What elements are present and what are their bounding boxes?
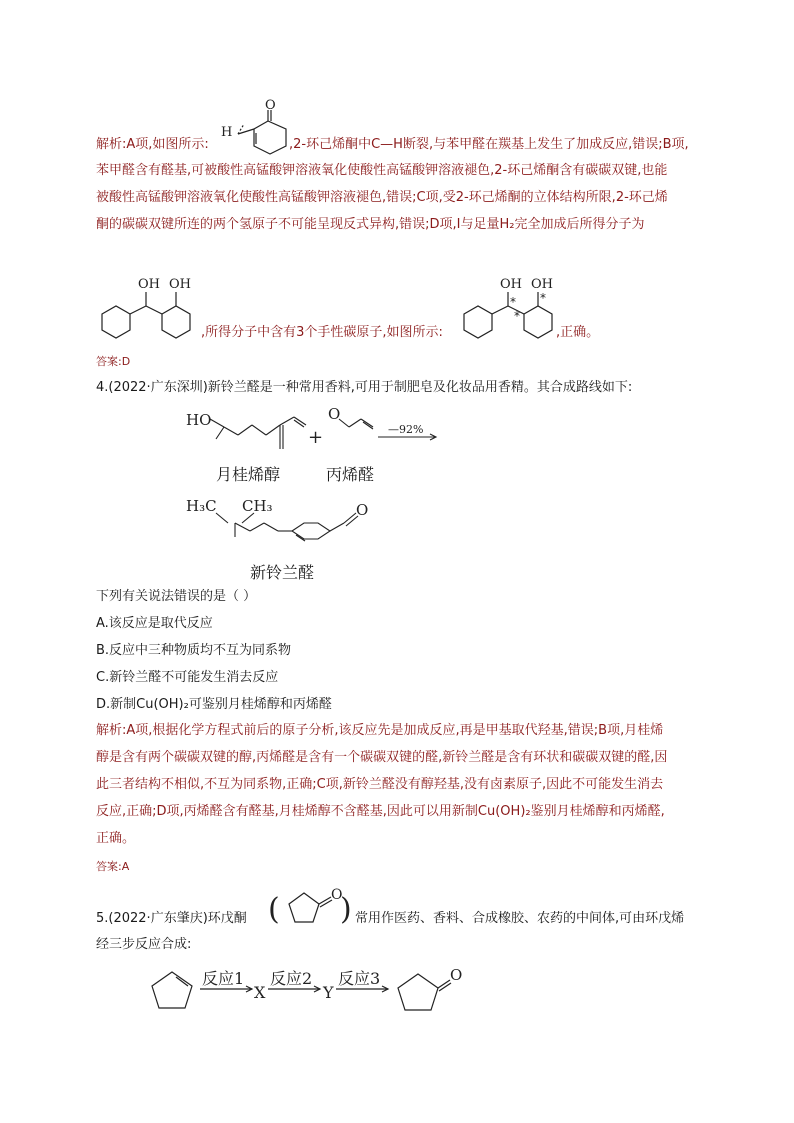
q3-analysis-line-5b: ,正确。 — [556, 325, 600, 340]
chiral-star-3: * — [514, 309, 520, 323]
q3-analysis-line-1a: 解析:A项,如图所示: — [96, 137, 209, 152]
product-o-label: O — [450, 966, 463, 984]
q5-reaction-scheme — [148, 962, 478, 1022]
chiral-star-2: * — [540, 291, 546, 305]
product-structure — [94, 270, 204, 350]
yield-label: —92% — [388, 423, 424, 436]
q3-analysis-line-2: 苯甲醛含有醛基,可被酸性高锰酸钾溶液氧化使酸性高锰酸钾溶液褪色,2-环己烯酮含有碳碳双键,也能 — [96, 163, 668, 178]
lyral-name: 新铃兰醛 — [250, 563, 315, 582]
q4-analysis-line-3: 此三者结构不相似,不互为同系物,正确;C项,新铃兰醛没有醇羟基,没有卤素原子,因此不可能发生消去 — [96, 777, 664, 792]
q5-stem-c: 经三步反应合成: — [96, 937, 192, 952]
h-atom-label: H — [221, 125, 233, 140]
q4-option-a[interactable]: A.该反应是取代反应 — [96, 616, 213, 631]
oh-label-4: OH — [531, 277, 553, 292]
plus-sign: + — [308, 427, 324, 448]
q4-analysis-line-1: 解析:A项,根据化学方程式前后的原子分析,该反应先是加成反应,再是甲基取代羟基,错误;B项,月桂烯 — [96, 723, 664, 738]
q4-option-b[interactable]: B.反应中三种物质均不互为同系物 — [96, 643, 292, 658]
q4-analysis-line-4: 反应,正确;D项,丙烯醛含有醛基,月桂烯醇不含醛基,因此可以用新制Cu(OH)₂鉴别月桂烯醇和丙烯醛, — [96, 804, 665, 819]
oh-label-1: OH — [138, 277, 160, 292]
myrcenol-name: 月桂烯醇 — [216, 465, 281, 484]
paren-left: ( — [268, 892, 280, 927]
q3-analysis-line-3: 被酸性高锰酸钾溶液氧化使酸性高锰酸钾溶液褪色,错误;C项,受2-环己烯酮的立体结构所限,2-环己烯 — [96, 190, 668, 205]
q4-option-d[interactable]: D.新制Cu(OH)₂可鉴别月桂烯醇和丙烯醛 — [96, 697, 332, 712]
q5-stem-b: 常用作医药、香料、合成橡胶、农药的中间体,可由环戊烯 — [355, 911, 685, 926]
q4-option-c[interactable]: C.新铃兰醛不可能发生消去反应 — [96, 670, 279, 685]
q4-stem: 4.(2022·广东深圳)新铃兰醛是一种常用香料,可用于制肥皂及化妆品用香精。其合成路线如下: — [96, 380, 633, 395]
cyclopentanone-o-label: O — [331, 887, 343, 903]
o-atom-label: O — [265, 98, 276, 113]
q3-answer: 答案:D — [96, 355, 131, 368]
q4-answer: 答案:A — [96, 860, 130, 873]
cyclopentanone-inline — [268, 885, 350, 935]
oh-label-2: OH — [169, 277, 191, 292]
oh-label-3: OH — [500, 277, 522, 292]
q4-question: 下列有关说法错误的是（ ） — [96, 589, 257, 604]
q4-analysis-line-2: 醇是含有两个碳碳双键的醇,丙烯醛是含有一个碳碳双键的醛,新铃兰醛是含有环状和碳碳双键的醛,因 — [96, 750, 668, 765]
ch3-label: CH₃ — [242, 497, 273, 515]
x-label: X — [254, 983, 266, 1002]
q5-stem-a: 5.(2022·广东肇庆)环戊酮 — [96, 911, 247, 926]
q4-analysis-line-5: 正确。 — [96, 831, 136, 846]
chiral-star-1: * — [510, 295, 516, 309]
reaction-2-label: 反应2 — [270, 969, 313, 988]
q3-analysis-line-4: 酮的碳碳双键所连的两个氢原子不可能呈现反式异构,错误;D项,Ⅰ与足量H₂完全加成后所得分子为 — [96, 217, 645, 232]
ho-label: HO — [186, 411, 212, 429]
q3-analysis-line-1b: ,2-环己烯酮中C—H断裂,与苯甲醛在羰基上发生了加成反应,错误;B项, — [289, 137, 689, 152]
lyral-o-label: O — [356, 501, 369, 519]
y-label: Y — [323, 983, 334, 1002]
reaction-1-label: 反应1 — [202, 969, 245, 988]
reaction-3-label: 反应3 — [338, 969, 381, 988]
lyral-structure — [186, 493, 386, 563]
paren-right: ) — [340, 892, 352, 927]
h3c-label: H₃C — [186, 497, 217, 515]
acrolein-o-label: O — [328, 405, 341, 423]
product-structure-chiral — [456, 270, 566, 350]
acrolein-name: 丙烯醛 — [326, 465, 375, 484]
q3-analysis-line-5a: ,所得分子中含有3个手性碳原子,如图所示: — [201, 325, 443, 340]
cyclohexenone-h-structure — [218, 98, 298, 162]
